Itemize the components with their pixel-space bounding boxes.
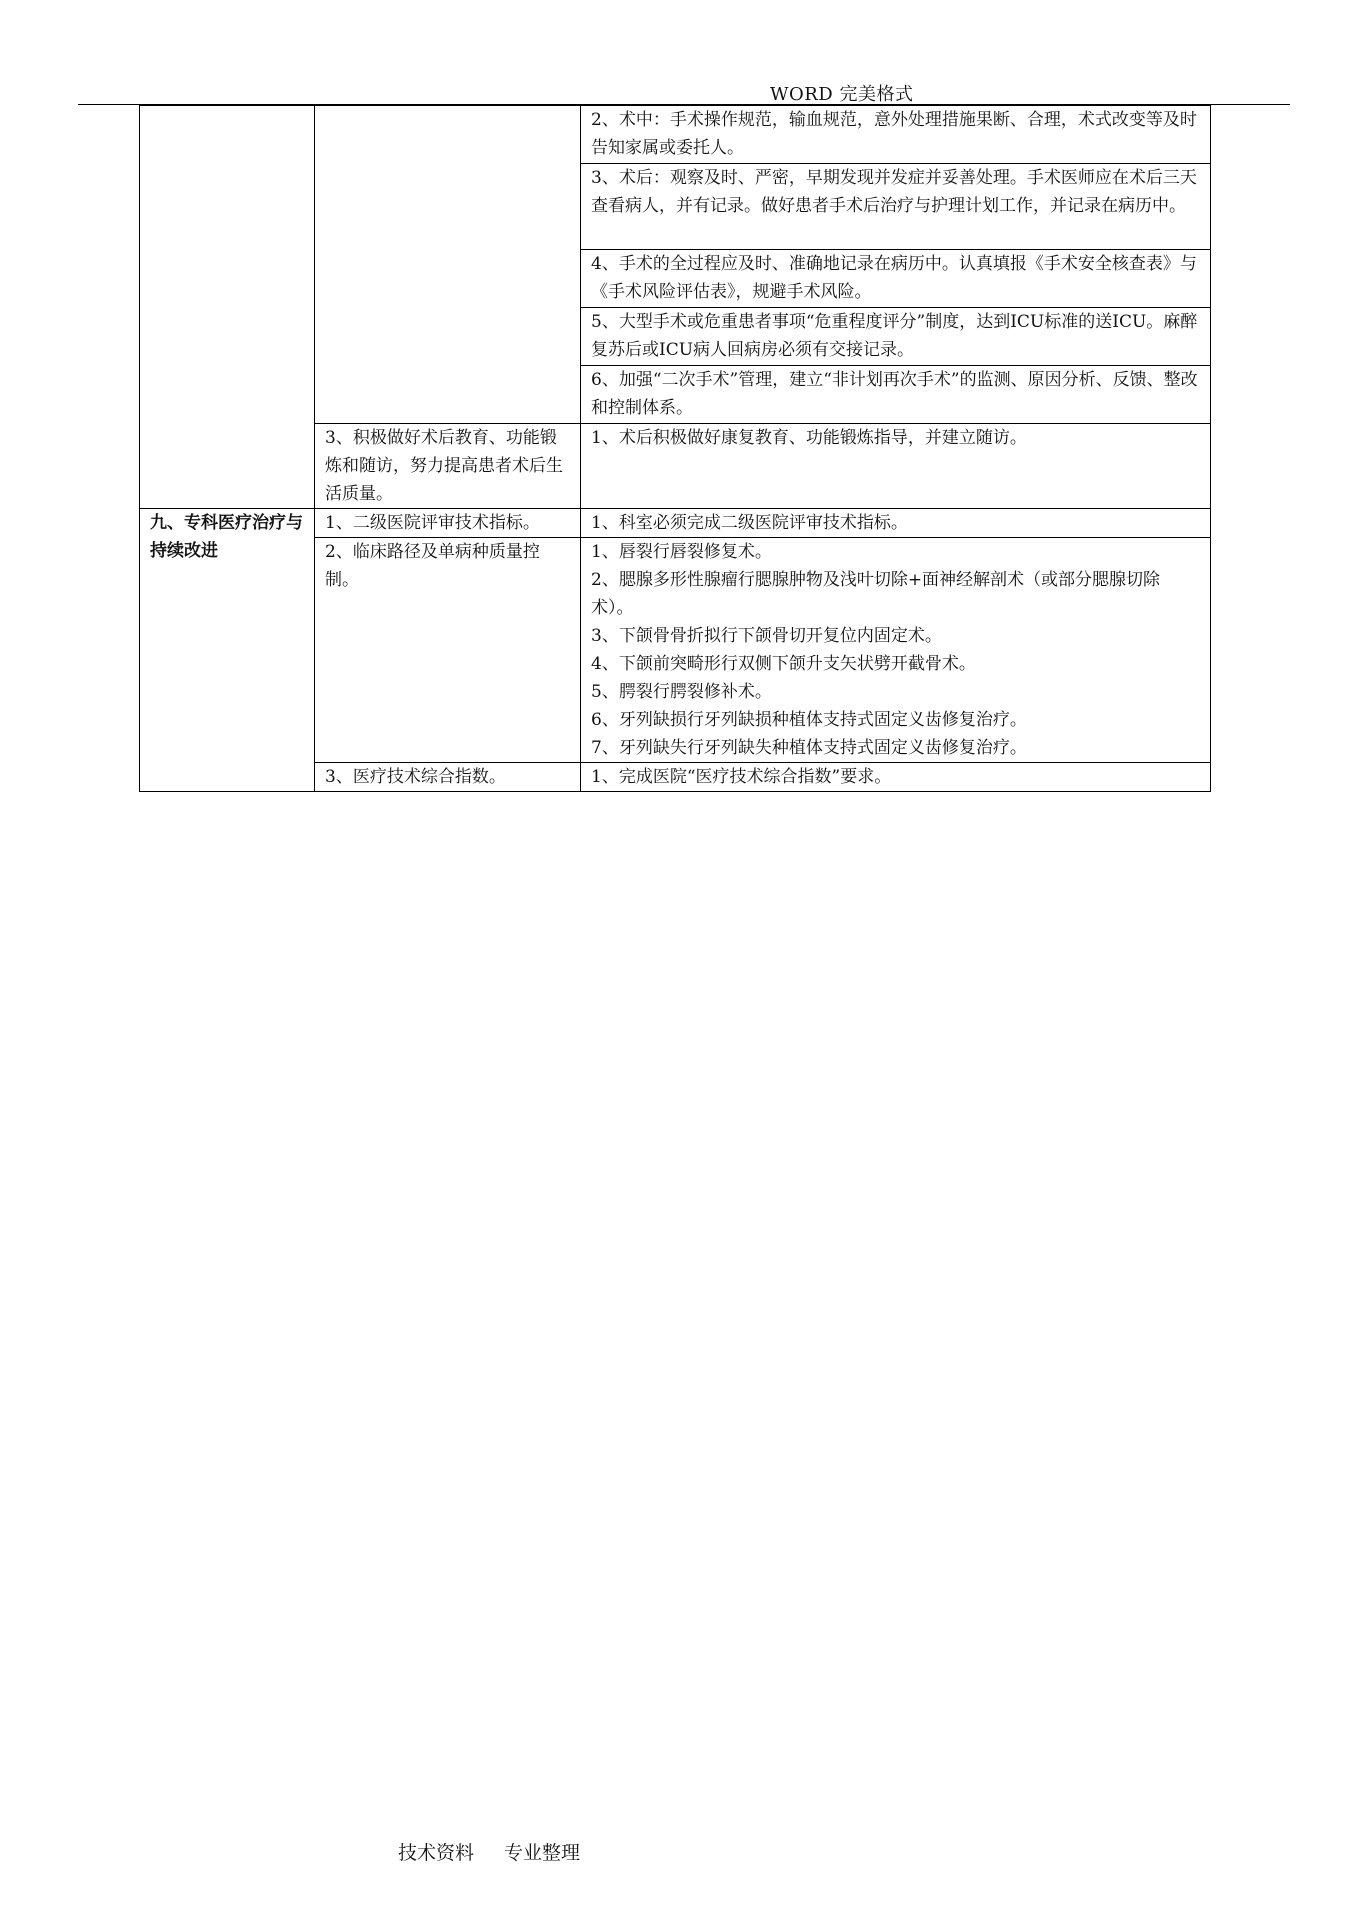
page-footer xyxy=(398,1838,580,1865)
requirement-cell xyxy=(581,509,1211,538)
category-cell-empty xyxy=(140,106,315,509)
subitem-cell xyxy=(315,509,581,538)
requirement-text: 4、手术的全过程应及时、准确地记录在病历中。认真填报《手术安全核查表》与《手术风险评估表》，规避手术风险。 xyxy=(591,254,1197,302)
requirement-item: 5、腭裂行腭裂修补术。 xyxy=(591,682,772,702)
requirement-cell xyxy=(581,106,1211,164)
requirement-text: 1、术后积极做好康复教育、功能锻炼指导，并建立随访。 xyxy=(591,428,1027,448)
requirement-text: 2、术中：手术操作规范，输血规范，意外处理措施果断、合理，术式改变等及时告知家属或委托人。 xyxy=(591,110,1197,158)
requirement-cell xyxy=(581,164,1211,250)
subitem-text: 3、积极做好术后教育、功能锻炼和随访，努力提高患者术后生活质量。 xyxy=(325,428,563,504)
requirement-item: 3、下颌骨骨折拟行下颌骨切开复位内固定术。 xyxy=(591,626,942,646)
requirement-cell xyxy=(581,763,1211,792)
requirement-cell xyxy=(581,366,1211,424)
requirement-item: 1、科室必须完成二级医院评审技术指标。 xyxy=(591,513,908,533)
subitem-cell xyxy=(315,538,581,763)
subitem-text: 3、医疗技术综合指数。 xyxy=(325,767,506,787)
requirement-item: 4、下颌前突畸形行双侧下颌升支矢状劈开截骨术。 xyxy=(591,654,976,674)
requirement-cell xyxy=(581,538,1211,763)
requirement-item: 1、唇裂行唇裂修复术。 xyxy=(591,542,772,562)
category-heading: 九、专科医疗治疗与持续改进 xyxy=(150,513,303,561)
table-row xyxy=(140,106,1211,164)
subitem-text: 2、临床路径及单病种质量控制。 xyxy=(325,542,540,590)
requirement-item: 1、完成医院“医疗技术综合指数”要求。 xyxy=(591,767,892,787)
subitem-text: 1、二级医院评审技术指标。 xyxy=(325,513,540,533)
requirement-item: 2、腮腺多形性腺瘤行腮腺肿物及浅叶切除+面神经解剖术（或部分腮腺切除术）。 xyxy=(591,570,1161,618)
requirement-text: 5、大型手术或危重患者事项“危重程度评分”制度，达到ICU标准的送ICU。麻醉复苏后或ICU病人回病房必须有交接记录。 xyxy=(591,312,1198,360)
footer-left-text: 技术资料 xyxy=(398,1842,475,1864)
requirement-item: 7、牙列缺失行牙列缺失种植体支持式固定义齿修复治疗。 xyxy=(591,738,1027,758)
footer-right-text: 专业整理 xyxy=(504,1842,581,1864)
requirement-cell xyxy=(581,308,1211,366)
requirement-text: 3、术后：观察及时、严密，早期发现并发症并妥善处理。手术医师应在术后三天查看病人，并有记录。做好患者手术后治疗与护理计划工作，并记录在病历中。 xyxy=(591,168,1197,216)
standards-table xyxy=(139,105,1211,792)
table-row xyxy=(140,509,1211,538)
subitem-cell xyxy=(315,763,581,792)
subitem-cell-empty xyxy=(315,106,581,424)
requirement-item: 6、牙列缺损行牙列缺损种植体支持式固定义齿修复治疗。 xyxy=(591,710,1027,730)
subitem-cell xyxy=(315,424,581,509)
page-header-title: WORD 完美格式 xyxy=(770,84,914,105)
category-heading-cell xyxy=(140,509,315,792)
requirement-cell xyxy=(581,250,1211,308)
requirement-cell xyxy=(581,424,1211,509)
requirement-text: 6、加强“二次手术”管理，建立“非计划再次手术”的监测、原因分析、反馈、整改和控制体系。 xyxy=(591,370,1198,418)
